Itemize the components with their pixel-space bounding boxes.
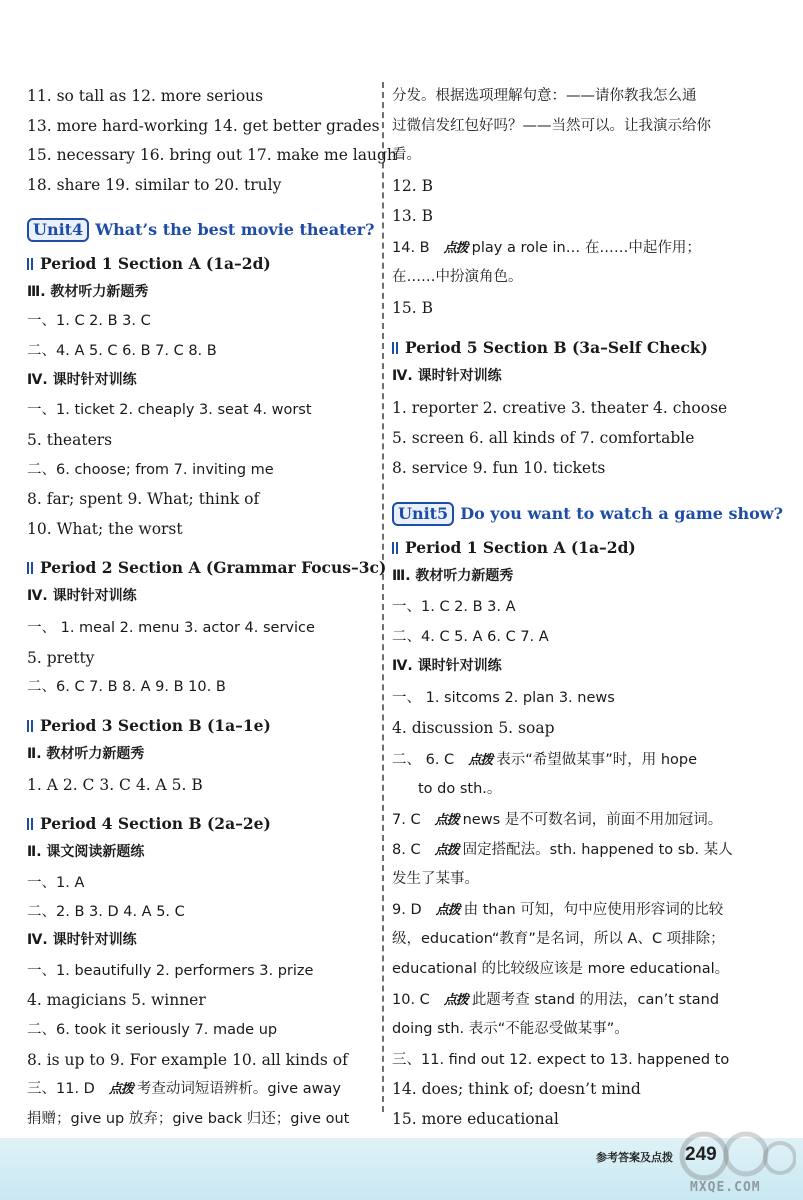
answer-line: 一、 1. sitcoms 2. plan 3. news (392, 690, 615, 706)
section-label: Ⅳ. 课时针对训练 (27, 372, 137, 388)
period-heading: Period 4 Section B (2a–2e) (27, 814, 271, 834)
answer-line: 7. C 点拨 news 是不可数名词，前面不用加冠词。 (392, 810, 722, 831)
period-heading: Period 5 Section B (3a–Self Check) (392, 338, 708, 358)
answer-line: 在……中扮演角色。 (392, 269, 523, 285)
answer-line: to do sth.。 (418, 781, 502, 797)
footer-label: 参考答案及点拨 (596, 1151, 673, 1164)
answer-line: 看。 (392, 147, 421, 163)
section-label: Ⅳ. 课时针对训练 (27, 932, 137, 948)
section-label: Ⅲ. 教材听力新题秀 (392, 568, 514, 584)
answer-line: 14. does; think of; doesn’t mind (392, 1080, 641, 1098)
answer-line: educational 的比较级应该是 more educational。 (392, 961, 730, 977)
answer-line: 8. C 点拨 固定搭配法。sth. happened to sb. 某人 (392, 840, 733, 861)
answer-line: 15. necessary 16. bring out 17. make me laugh (27, 146, 397, 164)
section-marker-icon (27, 258, 34, 270)
tip-label: 点拨 (434, 813, 459, 828)
answer-line: 二、4. A 5. C 6. B 7. C 8. B (27, 343, 217, 359)
period-heading: Period 2 Section A (Grammar Focus–3c) (27, 558, 386, 578)
answer-line: 过微信发红包好吗？——当然可以。让我演示给你 (392, 118, 711, 134)
answer-line: 捐赠；give up 放弃；give back 归还；give out (27, 1111, 350, 1127)
answer-line: 一、 1. meal 2. menu 3. actor 4. service (27, 620, 315, 636)
answer-line: 8. far; spent 9. What; think of (27, 490, 260, 508)
answer-line: 二、6. choose; from 7. inviting me (27, 462, 274, 478)
answer-line: 15. more educational (392, 1110, 559, 1128)
unit5-heading (392, 502, 783, 526)
answer-line: 4. discussion 5. soap (392, 719, 555, 737)
tip-label: 点拨 (434, 843, 459, 858)
watermark-url: MXQE.COM (690, 1180, 761, 1195)
answer-line: 一、1. A (27, 875, 85, 891)
answer-line: 1. reporter 2. creative 3. theater 4. choose (392, 399, 728, 417)
section-label: Ⅲ. 教材听力新题秀 (27, 284, 149, 300)
answer-line: 分发。根据选项理解句意：——请你教我怎么通 (392, 88, 697, 104)
unit-badge: Unit5 (392, 502, 454, 526)
answer-line: 14. B 点拨 play a role in… 在……中起作用； (392, 238, 701, 259)
answer-line: 二、 6. C 点拨 表示“希望做某事”时，用 hope (392, 750, 697, 771)
answer-line: 三、11. find out 12. expect to 13. happened to (392, 1052, 730, 1068)
answer-line: 发生了某事。 (392, 871, 479, 887)
tip-label: 点拨 (435, 903, 460, 918)
section-label: Ⅱ. 课文阅读新题练 (27, 844, 145, 860)
answer-line: 级，education“教育”是名词，所以 A、C 项排除； (392, 931, 725, 947)
section-label: Ⅳ. 课时针对训练 (392, 658, 502, 674)
unit-title: Do you want to watch a game show? (460, 504, 783, 523)
unit4-heading (27, 218, 374, 242)
answer-line: 9. D 点拨 由 than 可知，句中应使用形容词的比较 (392, 900, 723, 921)
answer-line: 二、6. took it seriously 7. made up (27, 1022, 278, 1038)
answer-line: 12. B (392, 177, 433, 195)
tip-label: 点拨 (108, 1082, 133, 1097)
answer-line: 5. screen 6. all kinds of 7. comfortable (392, 429, 695, 447)
section-marker-icon (27, 562, 34, 574)
answer-line: 一、1. beautifully 2. performers 3. prize (27, 963, 314, 979)
answer-line: doing sth. 表示“不能忍受做某事”。 (392, 1021, 629, 1037)
answer-line: 10. C 点拨 此题考查 stand 的用法，can’t stand (392, 990, 719, 1011)
answer-line: 11. so tall as 12. more serious (27, 87, 264, 105)
answer-line: 一、1. ticket 2. cheaply 3. seat 4. worst (27, 402, 312, 418)
answer-line: 二、4. C 5. A 6. C 7. A (392, 629, 549, 645)
answer-line: 8. service 9. fun 10. tickets (392, 459, 606, 477)
column-divider (382, 82, 384, 1112)
period-heading: Period 3 Section B (1a–1e) (27, 716, 271, 736)
tip-label: 点拨 (443, 993, 468, 1008)
unit-badge: Unit4 (27, 218, 89, 242)
answer-line: 二、2. B 3. D 4. A 5. C (27, 904, 185, 920)
tip-label: 点拨 (443, 241, 468, 256)
answer-line: 一、1. C 2. B 3. C (27, 313, 151, 329)
section-label: Ⅳ. 课时针对训练 (392, 368, 502, 384)
section-marker-icon (27, 818, 34, 830)
answer-line: 10. What; the worst (27, 520, 183, 538)
answer-line: 18. share 19. similar to 20. truly (27, 176, 282, 194)
answer-line: 15. B (392, 299, 433, 317)
answer-line: 1. A 2. C 3. C 4. A 5. B (27, 776, 203, 794)
section-marker-icon (392, 542, 399, 554)
answer-line: 5. pretty (27, 649, 95, 667)
section-label: Ⅱ. 教材听力新题秀 (27, 746, 145, 762)
section-marker-icon (392, 342, 399, 354)
period-heading: Period 1 Section A (1a–2d) (392, 538, 636, 558)
answer-line: 5. theaters (27, 431, 113, 449)
answer-line: 一、1. C 2. B 3. A (392, 599, 516, 615)
answer-line: 8. is up to 9. For example 10. all kinds of (27, 1051, 348, 1069)
answer-line: 二、6. C 7. B 8. A 9. B 10. B (27, 679, 226, 695)
section-marker-icon (27, 720, 34, 732)
page-number: 249 (685, 1144, 717, 1165)
period-heading: Period 1 Section A (1a–2d) (27, 254, 271, 274)
answer-line: 三、11. D 点拨 考查动词短语辨析。give away (27, 1079, 341, 1100)
section-label: Ⅳ. 课时针对训练 (27, 588, 137, 604)
answer-line: 4. magicians 5. winner (27, 991, 206, 1009)
answer-line: 13. more hard-working 14. get better grades (27, 117, 380, 135)
unit-title: What’s the best movie theater? (95, 220, 375, 239)
tip-label: 点拨 (468, 753, 493, 768)
answer-line: 13. B (392, 207, 433, 225)
